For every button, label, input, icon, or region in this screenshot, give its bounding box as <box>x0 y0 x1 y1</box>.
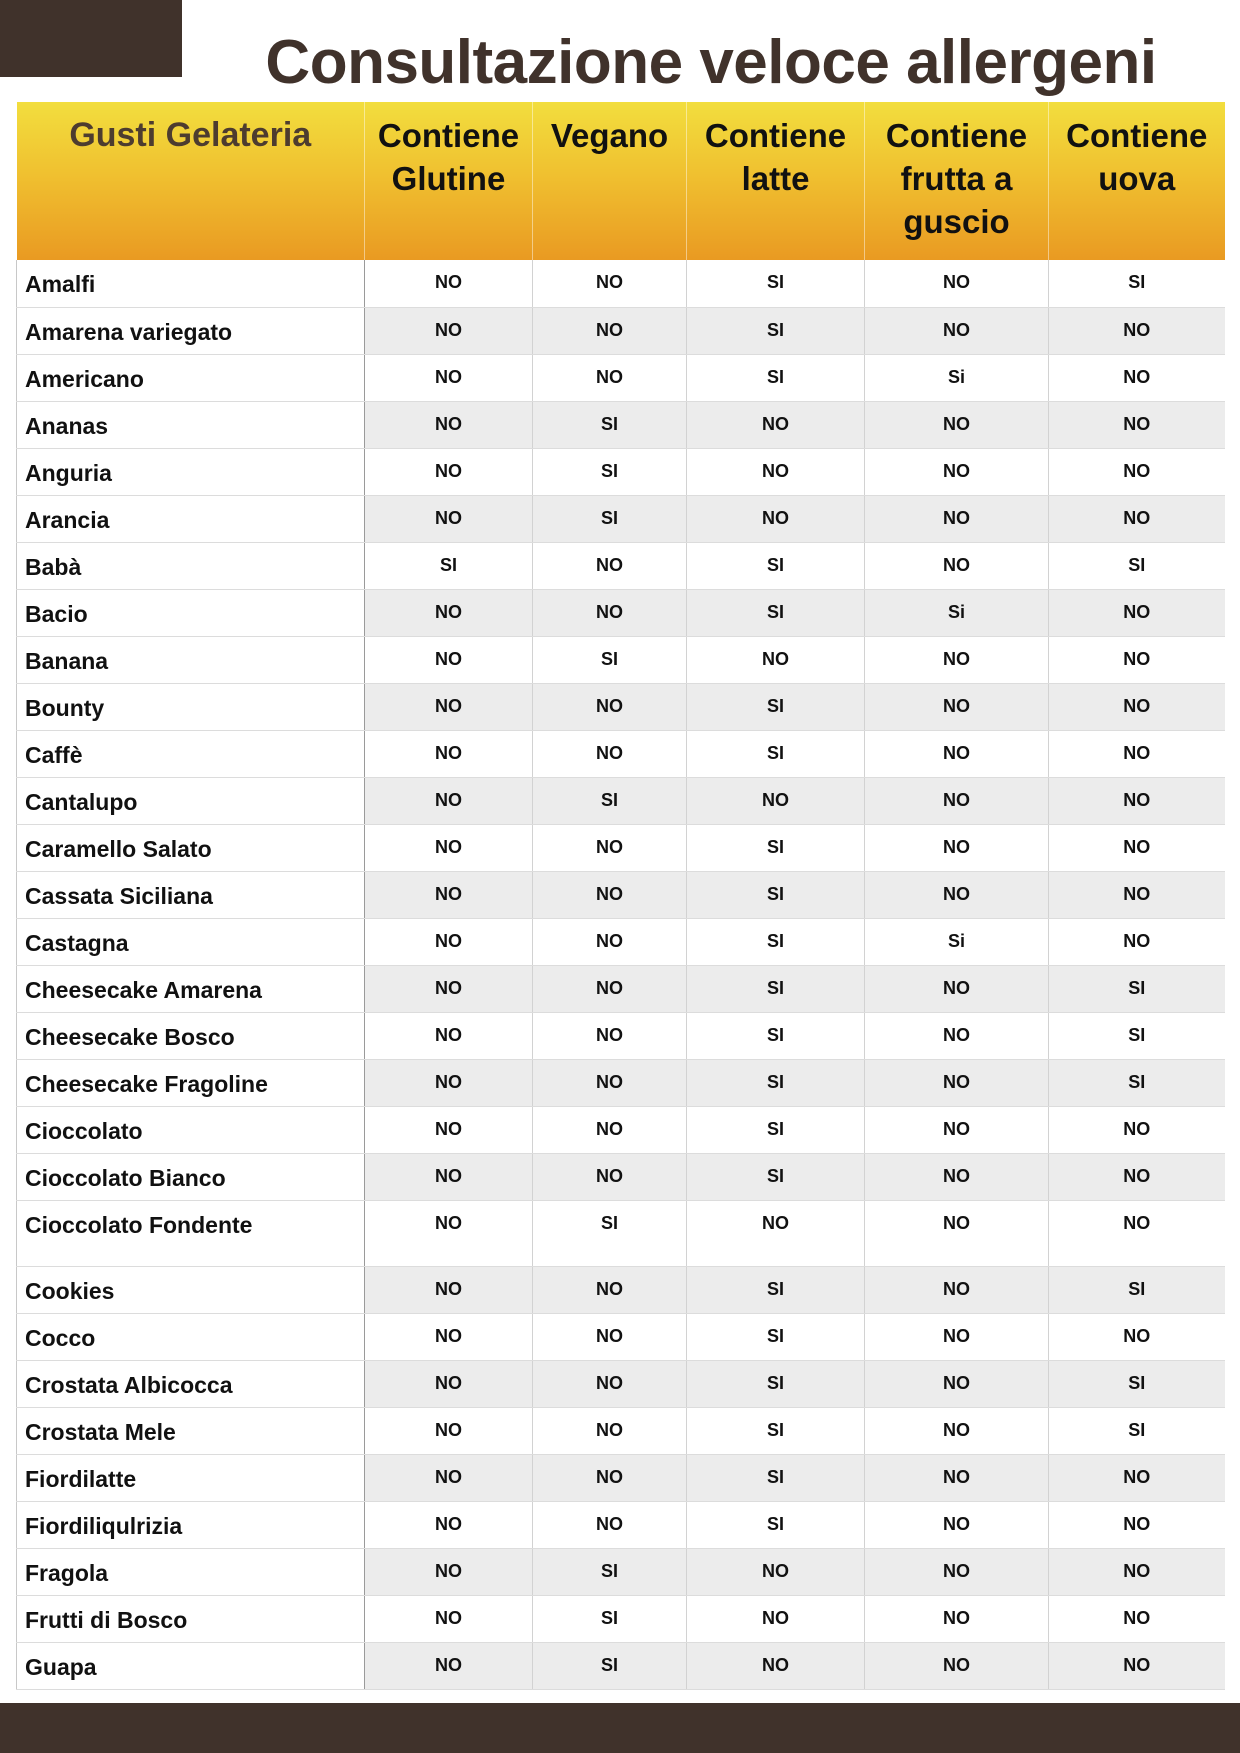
allergen-gluten-cell: NO <box>365 448 533 495</box>
header-nuts: Contiene frutta a guscio <box>865 102 1049 260</box>
allergen-eggs-cell: NO <box>1049 683 1225 730</box>
allergen-nuts-cell: NO <box>865 1313 1049 1360</box>
allergen-milk-cell: NO <box>687 1548 865 1595</box>
flavor-name: Crostata Mele <box>17 1407 365 1454</box>
allergen-milk-cell: SI <box>687 1106 865 1153</box>
allergen-gluten-cell: NO <box>365 1642 533 1689</box>
allergen-milk-cell: SI <box>687 307 865 354</box>
flavor-name: Amarena variegato <box>17 307 365 354</box>
allergen-milk-cell: SI <box>687 1266 865 1313</box>
table-row <box>17 495 1225 542</box>
allergen-vegan-cell: NO <box>533 589 687 636</box>
flavor-name: Ananas <box>17 401 365 448</box>
allergen-nuts-cell: NO <box>865 1360 1049 1407</box>
flavor-name: Crostata Albicocca <box>17 1360 365 1407</box>
allergen-nuts-cell: Si <box>865 589 1049 636</box>
flavor-name: Cantalupo <box>17 777 365 824</box>
allergen-eggs-cell: NO <box>1049 1313 1225 1360</box>
allergen-gluten-cell: NO <box>365 683 533 730</box>
table-row <box>17 1360 1225 1407</box>
allergen-vegan-cell: SI <box>533 1642 687 1689</box>
allergen-gluten-cell: NO <box>365 1153 533 1200</box>
table-row <box>17 1501 1225 1548</box>
header-gluten: Contiene Glutine <box>365 102 533 260</box>
allergen-nuts-cell: NO <box>865 260 1049 307</box>
allergen-vegan-cell: NO <box>533 1012 687 1059</box>
allergen-eggs-cell: SI <box>1049 1059 1225 1106</box>
allergen-milk-cell: NO <box>687 401 865 448</box>
flavor-name: Castagna <box>17 918 365 965</box>
allergen-milk-cell: SI <box>687 542 865 589</box>
allergen-milk-cell: SI <box>687 1360 865 1407</box>
allergen-gluten-cell: NO <box>365 777 533 824</box>
allergen-vegan-cell: NO <box>533 1153 687 1200</box>
flavor-name: Frutti di Bosco <box>17 1595 365 1642</box>
allergen-milk-cell: NO <box>687 495 865 542</box>
allergen-gluten-cell: NO <box>365 1501 533 1548</box>
allergen-milk-cell: NO <box>687 1200 865 1266</box>
flavor-name: Cheesecake Fragoline <box>17 1059 365 1106</box>
allergen-milk-cell: SI <box>687 1501 865 1548</box>
allergen-gluten-cell: NO <box>365 965 533 1012</box>
flavor-name: Cioccolato <box>17 1106 365 1153</box>
allergen-nuts-cell: NO <box>865 448 1049 495</box>
allergen-nuts-cell: NO <box>865 683 1049 730</box>
table-row <box>17 683 1225 730</box>
allergen-nuts-cell: NO <box>865 1200 1049 1266</box>
allergen-gluten-cell: NO <box>365 1012 533 1059</box>
table-row <box>17 777 1225 824</box>
allergen-nuts-cell: NO <box>865 1059 1049 1106</box>
allergen-milk-cell: SI <box>687 824 865 871</box>
table-row <box>17 1642 1225 1689</box>
allergen-vegan-cell: NO <box>533 871 687 918</box>
table-row <box>17 542 1225 589</box>
page-title: Consultazione veloce allergeni <box>265 28 1157 97</box>
allergen-gluten-cell: NO <box>365 1360 533 1407</box>
flavor-name: Bacio <box>17 589 365 636</box>
allergen-eggs-cell: SI <box>1049 542 1225 589</box>
allergen-nuts-cell: NO <box>865 401 1049 448</box>
allergen-milk-cell: SI <box>687 354 865 401</box>
allergen-milk-cell: NO <box>687 448 865 495</box>
allergen-vegan-cell: NO <box>533 824 687 871</box>
allergen-gluten-cell: NO <box>365 824 533 871</box>
table-row <box>17 448 1225 495</box>
allergen-milk-cell: SI <box>687 683 865 730</box>
allergen-vegan-cell: NO <box>533 1407 687 1454</box>
allergen-vegan-cell: SI <box>533 448 687 495</box>
flavor-name: Caffè <box>17 730 365 777</box>
allergen-milk-cell: SI <box>687 1012 865 1059</box>
flavor-name: Caramello Salato <box>17 824 365 871</box>
allergen-nuts-cell: NO <box>865 824 1049 871</box>
allergen-table <box>16 102 1225 1690</box>
allergen-vegan-cell: NO <box>533 1059 687 1106</box>
allergen-vegan-cell: SI <box>533 495 687 542</box>
table-row <box>17 1313 1225 1360</box>
allergen-gluten-cell: NO <box>365 871 533 918</box>
allergen-milk-cell: NO <box>687 1595 865 1642</box>
allergen-milk-cell: SI <box>687 1313 865 1360</box>
allergen-gluten-cell: NO <box>365 1548 533 1595</box>
allergen-nuts-cell: NO <box>865 636 1049 683</box>
allergen-gluten-cell: NO <box>365 307 533 354</box>
allergen-milk-cell: SI <box>687 1454 865 1501</box>
allergen-nuts-cell: NO <box>865 1454 1049 1501</box>
allergen-nuts-cell: Si <box>865 918 1049 965</box>
allergen-nuts-cell: NO <box>865 495 1049 542</box>
allergen-nuts-cell: NO <box>865 542 1049 589</box>
allergen-eggs-cell: NO <box>1049 824 1225 871</box>
flavor-name: Cassata Siciliana <box>17 871 365 918</box>
allergen-vegan-cell: SI <box>533 401 687 448</box>
allergen-nuts-cell: NO <box>865 1266 1049 1313</box>
table-row <box>17 1012 1225 1059</box>
flavor-name: Cioccolato Bianco <box>17 1153 365 1200</box>
allergen-gluten-cell: NO <box>365 589 533 636</box>
allergen-eggs-cell: NO <box>1049 871 1225 918</box>
table-row <box>17 1153 1225 1200</box>
allergen-gluten-cell: SI <box>365 542 533 589</box>
corner-decoration <box>0 0 182 77</box>
allergen-vegan-cell: SI <box>533 636 687 683</box>
allergen-gluten-cell: NO <box>365 260 533 307</box>
allergen-vegan-cell: NO <box>533 1501 687 1548</box>
allergen-nuts-cell: NO <box>865 1642 1049 1689</box>
allergen-eggs-cell: SI <box>1049 1407 1225 1454</box>
allergen-gluten-cell: NO <box>365 1454 533 1501</box>
allergen-vegan-cell: NO <box>533 354 687 401</box>
allergen-nuts-cell: NO <box>865 1153 1049 1200</box>
allergen-nuts-cell: NO <box>865 730 1049 777</box>
allergen-eggs-cell: NO <box>1049 1642 1225 1689</box>
allergen-gluten-cell: NO <box>365 401 533 448</box>
allergen-milk-cell: SI <box>687 730 865 777</box>
flavor-name: Cookies <box>17 1266 365 1313</box>
allergen-nuts-cell: NO <box>865 307 1049 354</box>
flavor-name: Fiordilatte <box>17 1454 365 1501</box>
bottom-bar <box>0 1703 1240 1753</box>
allergen-vegan-cell: NO <box>533 260 687 307</box>
allergen-gluten-cell: NO <box>365 730 533 777</box>
allergen-vegan-cell: NO <box>533 683 687 730</box>
allergen-eggs-cell: NO <box>1049 777 1225 824</box>
table-row <box>17 1200 1225 1266</box>
allergen-gluten-cell: NO <box>365 1200 533 1266</box>
allergen-eggs-cell: NO <box>1049 918 1225 965</box>
table-row <box>17 1595 1225 1642</box>
allergen-nuts-cell: NO <box>865 965 1049 1012</box>
allergen-eggs-cell: SI <box>1049 965 1225 1012</box>
flavor-name: Babà <box>17 542 365 589</box>
allergen-gluten-cell: NO <box>365 1106 533 1153</box>
allergen-milk-cell: NO <box>687 1642 865 1689</box>
allergen-milk-cell: SI <box>687 1153 865 1200</box>
table-row <box>17 636 1225 683</box>
table-row <box>17 965 1225 1012</box>
header-flavors: Gusti Gelateria <box>17 102 365 260</box>
allergen-nuts-cell: Si <box>865 354 1049 401</box>
allergen-eggs-cell: NO <box>1049 589 1225 636</box>
allergen-nuts-cell: NO <box>865 1407 1049 1454</box>
table-row <box>17 354 1225 401</box>
allergen-nuts-cell: NO <box>865 871 1049 918</box>
table-row <box>17 589 1225 636</box>
header-eggs: Contiene uova <box>1049 102 1225 260</box>
flavor-name: Bounty <box>17 683 365 730</box>
table-row <box>17 730 1225 777</box>
flavor-name: Americano <box>17 354 365 401</box>
allergen-eggs-cell: NO <box>1049 1153 1225 1200</box>
table-row <box>17 1407 1225 1454</box>
allergen-vegan-cell: NO <box>533 542 687 589</box>
table-body <box>17 260 1225 1689</box>
allergen-vegan-cell: NO <box>533 1106 687 1153</box>
allergen-gluten-cell: NO <box>365 1313 533 1360</box>
allergen-eggs-cell: NO <box>1049 495 1225 542</box>
table-row <box>17 918 1225 965</box>
allergen-eggs-cell: NO <box>1049 401 1225 448</box>
allergen-gluten-cell: NO <box>365 1595 533 1642</box>
flavor-name: Banana <box>17 636 365 683</box>
allergen-vegan-cell: SI <box>533 1595 687 1642</box>
flavor-name: Cheesecake Amarena <box>17 965 365 1012</box>
header-milk: Contiene latte <box>687 102 865 260</box>
allergen-milk-cell: SI <box>687 871 865 918</box>
allergen-gluten-cell: NO <box>365 495 533 542</box>
allergen-eggs-cell: SI <box>1049 1360 1225 1407</box>
table-row <box>17 307 1225 354</box>
table-row <box>17 260 1225 307</box>
allergen-milk-cell: SI <box>687 1059 865 1106</box>
table-row <box>17 401 1225 448</box>
allergen-milk-cell: SI <box>687 918 865 965</box>
allergen-vegan-cell: NO <box>533 1454 687 1501</box>
allergen-nuts-cell: NO <box>865 777 1049 824</box>
allergen-eggs-cell: NO <box>1049 730 1225 777</box>
allergen-vegan-cell: NO <box>533 965 687 1012</box>
table-row <box>17 1266 1225 1313</box>
header-vegan: Vegano <box>533 102 687 260</box>
allergen-milk-cell: NO <box>687 777 865 824</box>
allergen-vegan-cell: NO <box>533 918 687 965</box>
table-row <box>17 1059 1225 1106</box>
allergen-eggs-cell: NO <box>1049 354 1225 401</box>
allergen-milk-cell: SI <box>687 260 865 307</box>
allergen-vegan-cell: NO <box>533 730 687 777</box>
flavor-name: Fragola <box>17 1548 365 1595</box>
allergen-gluten-cell: NO <box>365 1407 533 1454</box>
allergen-eggs-cell: NO <box>1049 1501 1225 1548</box>
allergen-eggs-cell: NO <box>1049 1200 1225 1266</box>
allergen-eggs-cell: NO <box>1049 636 1225 683</box>
allergen-eggs-cell: NO <box>1049 1548 1225 1595</box>
allergen-vegan-cell: SI <box>533 1548 687 1595</box>
allergen-milk-cell: SI <box>687 965 865 1012</box>
flavor-name: Cocco <box>17 1313 365 1360</box>
allergen-eggs-cell: SI <box>1049 1266 1225 1313</box>
allergen-eggs-cell: NO <box>1049 448 1225 495</box>
table-row <box>17 871 1225 918</box>
allergen-eggs-cell: NO <box>1049 1454 1225 1501</box>
allergen-nuts-cell: NO <box>865 1548 1049 1595</box>
flavor-name: Arancia <box>17 495 365 542</box>
allergen-vegan-cell: NO <box>533 1266 687 1313</box>
table-row <box>17 824 1225 871</box>
flavor-name: Fiordiliqulrizia <box>17 1501 365 1548</box>
flavor-name: Cioccolato Fondente <box>17 1200 365 1266</box>
allergen-nuts-cell: NO <box>865 1595 1049 1642</box>
allergen-nuts-cell: NO <box>865 1012 1049 1059</box>
allergen-eggs-cell: NO <box>1049 1106 1225 1153</box>
allergen-nuts-cell: NO <box>865 1501 1049 1548</box>
flavor-name: Guapa <box>17 1642 365 1689</box>
header-row <box>17 102 1225 260</box>
allergen-milk-cell: SI <box>687 589 865 636</box>
flavor-name: Amalfi <box>17 260 365 307</box>
allergen-eggs-cell: NO <box>1049 307 1225 354</box>
table-row <box>17 1454 1225 1501</box>
allergen-gluten-cell: NO <box>365 1059 533 1106</box>
flavor-name: Anguria <box>17 448 365 495</box>
allergen-nuts-cell: NO <box>865 1106 1049 1153</box>
allergen-gluten-cell: NO <box>365 918 533 965</box>
allergen-eggs-cell: SI <box>1049 1012 1225 1059</box>
allergen-vegan-cell: NO <box>533 307 687 354</box>
table-row <box>17 1548 1225 1595</box>
allergen-vegan-cell: NO <box>533 1360 687 1407</box>
allergen-vegan-cell: NO <box>533 1313 687 1360</box>
allergen-gluten-cell: NO <box>365 1266 533 1313</box>
table-row <box>17 1106 1225 1153</box>
allergen-milk-cell: SI <box>687 1407 865 1454</box>
allergen-vegan-cell: SI <box>533 1200 687 1266</box>
allergen-eggs-cell: NO <box>1049 1595 1225 1642</box>
allergen-gluten-cell: NO <box>365 354 533 401</box>
allergen-gluten-cell: NO <box>365 636 533 683</box>
allergen-eggs-cell: SI <box>1049 260 1225 307</box>
allergen-milk-cell: NO <box>687 636 865 683</box>
allergen-vegan-cell: SI <box>533 777 687 824</box>
flavor-name: Cheesecake Bosco <box>17 1012 365 1059</box>
